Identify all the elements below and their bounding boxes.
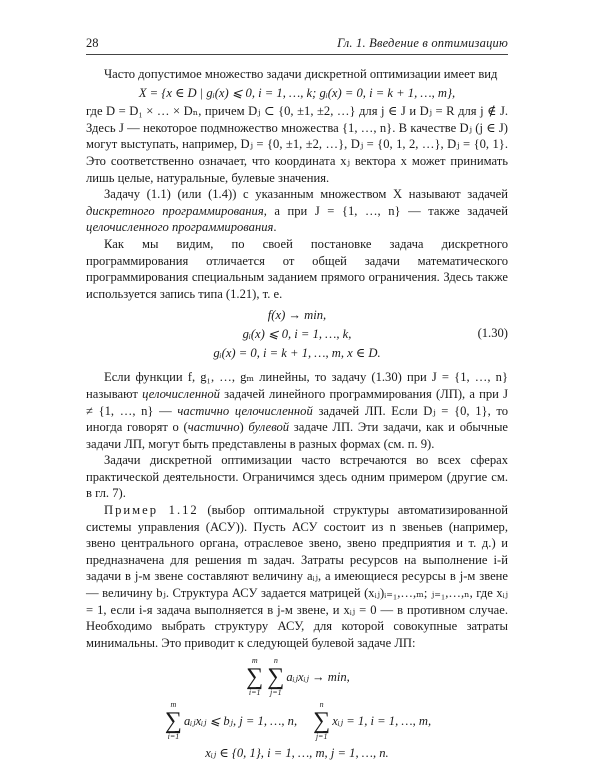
p5-text-i: задаче ЛП. Эти задачи, как и обычные задачи ЛП, могут быть представлены в разных формах (см. п. 9). [86,420,508,451]
sum-i2-symbol: ∑ [164,708,182,735]
page-number: 28 [86,36,99,50]
p3-text-c: , а при J = {1, …, n} — также задачей [263,203,508,218]
p3-text-e: . [273,220,277,235]
example-text: (выбор оптимальной структуры автоматизированной системы управления (АСУ)). Пусть АСУ состоит из n звеньев (например, звено центрального органа, отраслевое звено, звено предприятия и т. д.) и предназначена для решения m задач. Затраты ресурсов на выполнение i-й задачи в j-м звене составляют величину aᵢⱼ, а имеющиеся ресурсы в j-м звене — величину bⱼ. Структура АСУ задается матрицей (xᵢⱼ)ᵢ₌₁,…,ₘ; ⱼ₌₁,…,ₙ, где xᵢⱼ = 1, если i-я задача выполняется в j-м звене, и xᵢⱼ = 0 — в противном случае. Необходимо выбрать структуру АСУ, для которой совокупные затраты минимальны. Это приводит к следующей булевой задаче ЛП: [86,503,508,650]
sum-i [246,656,263,698]
paragraph-4: Как мы видим, по своей постановке задача дискретного программирования отличается от общей задачи математического программирования специальным заданием прямого ограничения. Здесь также используется запись типа (1.21), т. е. [86,236,508,301]
formula-set-x: X = {x ∈ D | gᵢ(x) ⩽ 0, i = 1, …, k; gᵢ(x) = 0, i = k + 1, …, m}, [138,85,456,100]
sum-j-lower: j=1 [270,688,282,698]
sum-j-symbol: ∑ [267,664,285,691]
sum-j2-upper: n [319,700,324,710]
p3-term-integer: целочисленного программирования [86,220,274,235]
page-body [86,66,508,762]
sum-i-symbol: ∑ [246,664,264,691]
paragraph-2: где D = D₁ × … × Dₙ, причем Dⱼ ⊂ {0, ±1, ±2, …} для j ∈ J и Dⱼ = R для j ∉ J. Здесь J — некоторое подмножество множества {1, …, n}. В качестве Dⱼ (j ∈ J) могут выступать, например, Dⱼ = {0, ±1, ±2, …}, Dⱼ = {0, 1, 2, …}, Dⱼ = {0, 1}. Это соответственно означает, что координата xⱼ вектора x может принимать лишь целые, натуральные, булевые значения. [86,104,508,185]
objective-row [86,655,508,699]
sum-i-upper: m [251,656,258,666]
eq-row-1: f(x) → min, [267,308,327,323]
eq-row-3: gᵢ(x) = 0, i = k + 1, …, m, x ∈ D. [213,346,381,361]
sum-j-2 [313,700,330,742]
binary-constraint: xᵢⱼ ∈ {0, 1}, i = 1, …, m, j = 1, …, n. [205,746,389,761]
sum-i2-upper: m [170,700,177,710]
sum-i-lower: i=1 [248,688,261,698]
constraints-row [86,699,508,743]
sum-j [267,656,284,698]
sum-i2-lower: i=1 [167,732,180,742]
sum-j-upper: n [273,656,278,666]
p5-text-g: ) [239,420,249,435]
p5-text-a: Если функции f, g₁, …, gₘ линейны, то задачу (1.30) при J = {1, …, n} называют [86,370,508,401]
page-header [86,36,508,55]
sum-j2-lower: j=1 [315,732,328,742]
p5-term-boolean: булевой [248,420,290,435]
sum-i-2 [165,700,182,742]
paragraph-3 [86,186,508,236]
p5-term-partially: частично [187,420,240,435]
paragraph-1: Часто допустимое множество задачи дискретной оптимизации имеет вид [104,67,498,81]
example-label: Пример 1.12 [104,503,199,518]
equation-1-30 [86,306,508,363]
eq-row-2: gᵢ(x) ⩽ 0, i = 1, …, k, [242,327,352,342]
equation-number: (1.30) [477,326,508,341]
p5-text-e: задачей ЛП. Если Dⱼ = {0, 1}, то иногда говорят о ( [86,403,509,435]
assignment-constraint: xᵢⱼ = 1, i = 1, …, m, [332,714,432,729]
p3-term-discrete: дискретного программирования [86,203,264,218]
p5-term-partial: частично целочисленной [177,403,313,418]
paragraph-7 [86,502,508,651]
boolean-lp-problem [86,655,508,762]
p3-text-a: Задачу (1.1) (или (1.4)) с указанным множеством X называют задачей [104,187,508,202]
sum-j2-symbol: ∑ [313,708,331,735]
resource-constraint: aᵢⱼxᵢⱼ ⩽ bⱼ, j = 1, …, n, [183,714,298,729]
paragraph-6: Задачи дискретной оптимизации часто встречаются во всех сферах практической деятельности. Ограничимся здесь одним примером (другие см. в гл. 7). [86,453,508,501]
objective-term: aᵢⱼxᵢⱼ → min, [286,670,350,685]
p5-text-c: задачей линейного программирования (ЛП), а при J ≠ {1, …, n} — [86,386,509,418]
paragraph-5 [86,369,508,452]
running-head: Гл. 1. Введение в оптимизацию [337,36,508,50]
p5-term-integer: целочисленной [142,386,220,401]
